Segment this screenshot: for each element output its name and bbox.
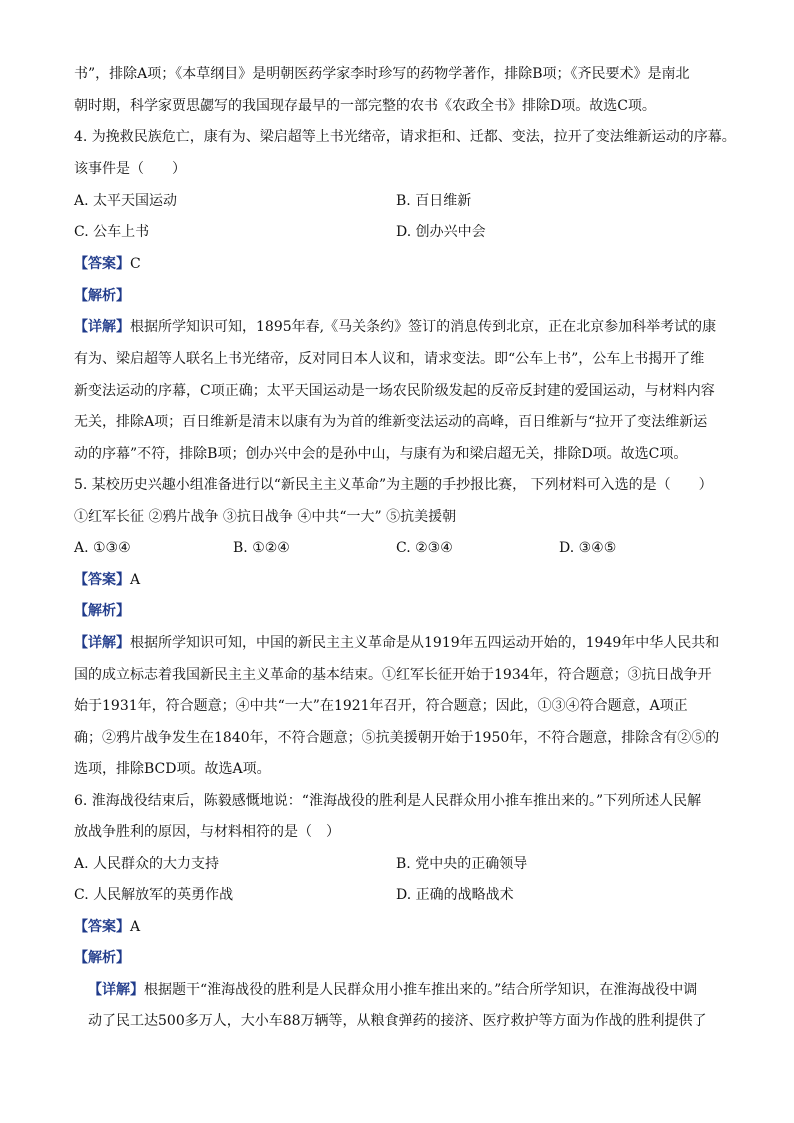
q5-stem-line-2: ①红军长征 ②鸦片战争 ③抗日战争 ④中共“一大” ⑤抗美援朝: [74, 509, 457, 525]
q5-answer: [74, 570, 140, 590]
q5-detail-line-4: 确；②鸦片战争发生在1840年，不符合题意；⑤抗美援朝开始于1950年，不符合题意，排除含有②⑤的: [74, 730, 720, 746]
q6-option-c: C. 人民解放军的英勇作战: [74, 887, 234, 903]
q6-detail-line-2: 动了民工达500多万人，大小车88万辆等，从粮食弹药的接济、医疗救护等方面为作战的胜利提供了: [88, 1013, 707, 1029]
q6-stem-line-1: 6. 淮海战役结束后，陈毅感慨地说：“淮海战役的胜利是人民群众用小推车推出来的。”下列所述人民解: [74, 793, 702, 809]
q5-detail-line-1: [74, 633, 719, 653]
q4-option-b: B. 百日维新: [396, 193, 472, 209]
q5-option-d: D. ③④⑤: [559, 540, 617, 556]
answer-value: C: [130, 256, 141, 272]
detail-label: 【详解】: [88, 982, 144, 998]
q6-answer: [74, 917, 140, 937]
q5-detail-line-3: 始于1931年，符合题意；④中共“一大”在1921年召开，符合题意；因此，①③④符合题意，A项正: [74, 698, 688, 714]
detail-text: 根据所学知识可知，1895年春,《马关条约》签订的消息传到北京，正在北京参加科举考试的康: [130, 319, 717, 335]
q4-analysis-label: 【解析】: [74, 288, 130, 304]
q4-stem-line-2: 该事件是（ ）: [74, 161, 186, 177]
q3-analysis-line-1: 书”，排除A项；《本草纲目》是明朝医药学家李时珍写的药物学著作，排除B项；《齐民要术》是南北: [74, 66, 690, 82]
answer-label: 【答案】: [74, 256, 130, 272]
q4-option-a: A. 太平天国运动: [74, 193, 178, 209]
q4-detail-line-3: 新变法运动的序幕，C项正确；太平天国运动是一场农民阶级发起的反帝反封建的爱国运动，与材料内容: [74, 383, 715, 399]
q6-option-d: D. 正确的战略战术: [396, 887, 514, 903]
q6-option-b: B. 党中央的正确领导: [396, 856, 528, 872]
q4-option-c: C. 公车上书: [74, 224, 150, 240]
q3-analysis-line-2: 朝时期，科学家贾思勰写的我国现存最早的一部完整的农书《农政全书》排除D项。故选C项。: [74, 98, 656, 114]
q5-option-c: C. ②③④: [396, 540, 453, 556]
detail-label: 【详解】: [74, 635, 130, 651]
q5-option-a: A. ①③④: [74, 540, 131, 556]
q4-detail-line-1: [74, 317, 716, 337]
q4-answer: [74, 254, 141, 274]
q5-analysis-label: 【解析】: [74, 603, 130, 619]
q4-detail-line-2: 有为、梁启超等人联名上书光绪帝，反对同日本人议和，请求变法。即“公车上书”，公车上书揭开了维: [74, 351, 705, 367]
answer-value: A: [130, 919, 141, 935]
q4-option-d: D. 创办兴中会: [396, 224, 486, 240]
detail-text: 根据所学知识可知，中国的新民主主义革命是从1919年五四运动开始的，1949年中华人民共和: [130, 635, 720, 651]
q4-detail-line-4: 无关，排除A项；百日维新是清末以康有为为首的维新变法运动的高峰，百日维新与“拉开了变法维新运: [74, 414, 708, 430]
q6-stem-line-2: 放战争胜利的原因，与材料相符的是（ ）: [74, 824, 340, 840]
q5-option-b: B. ①②④: [233, 540, 290, 556]
detail-label: 【详解】: [74, 319, 130, 335]
answer-label: 【答案】: [74, 572, 130, 588]
q5-detail-line-2: 国的成立标志着我国新民主主义革命的基本结束。①红军长征开始于1934年，符合题意；③抗日战争开: [74, 667, 712, 683]
q4-detail-line-5: 动的序幕”不符，排除B项；创办兴中会的是孙中山，与康有为和梁启超无关，排除D项。故选C项。: [74, 446, 688, 462]
q6-analysis-label: 【解析】: [74, 950, 130, 966]
q5-stem-line-1: 5. 某校历史兴趣小组准备进行以“新民主主义革命”为主题的手抄报比赛， 下列材料可入选的是（ ）: [74, 477, 713, 493]
q6-detail-line-1: [88, 980, 697, 1000]
q4-stem-line-1: 4. 为挽救民族危亡，康有为、梁启超等上书光绪帝，请求拒和、迁都、变法，拉开了变法维新运动的序幕。: [74, 129, 736, 145]
detail-text: 根据题干“淮海战役的胜利是人民群众用小推车推出来的。”结合所学知识，在淮海战役中调: [144, 982, 698, 998]
q5-detail-line-5: 选项，排除BCD项。故选A项。: [74, 761, 271, 777]
answer-label: 【答案】: [74, 919, 130, 935]
answer-value: A: [130, 572, 141, 588]
q6-option-a: A. 人民群众的大力支持: [74, 856, 220, 872]
